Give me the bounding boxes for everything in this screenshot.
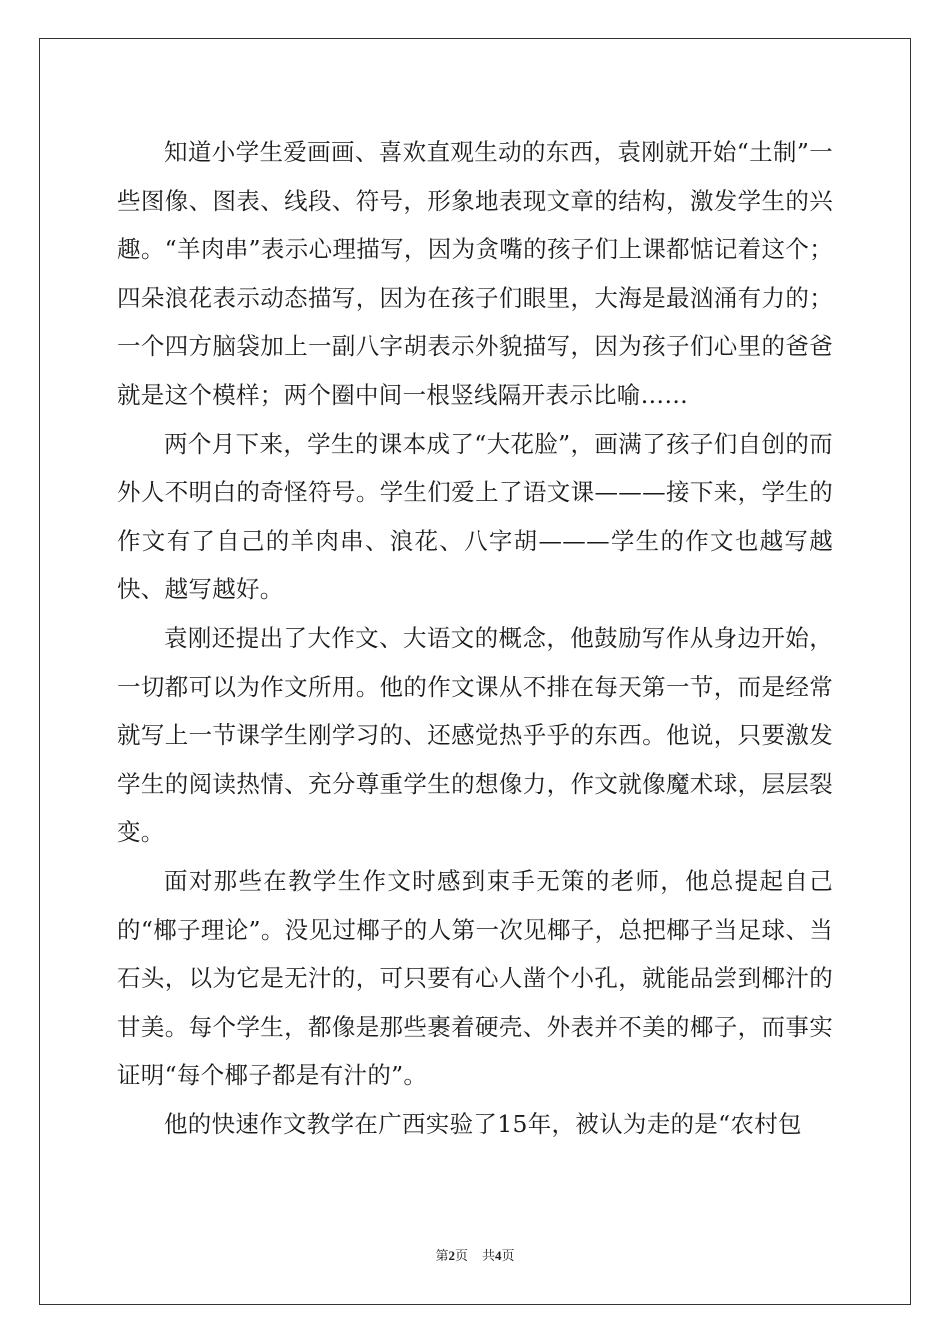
total-suffix: 页 [501,1249,515,1264]
paragraph-3: 袁刚还提出了大作文、大语文的概念，他鼓励写作从身边开始，一切都可以为作文所用。他的作文课从不排在每天第一节，而是经常就写上一节课学生刚学习的、还感觉热乎乎的东西。他说，只要激发学生的阅读热情、充分尊重学生的想像力，作文就像魔术球，层层裂变。 [117,623,833,847]
page-prefix: 第 [435,1249,449,1264]
page-total-number: 4 [495,1248,502,1263]
page-current-number: 2 [448,1248,455,1263]
document-body [117,128,833,1148]
paragraph-4: 面对那些在教学生作文时感到束手无策的老师，他总提起自己的“椰子理论”。没见过椰子的人第一次见椰子，总把椰子当足球、当石头，以为它是无汁的，可只要有心人凿个小孔，就能品尝到椰汁的甘美。每个学生，都像是那些裹着硬壳、外表并不美的椰子，而事实证明“每个椰子都是有汁的”。 [117,866,833,1090]
paragraph-1: 知道小学生爱画画、喜欢直观生动的东西，袁刚就开始“土制”一些图像、图表、线段、符号，形象地表现文章的结构，激发学生的兴趣。“羊肉串”表示心理描写，因为贪嘴的孩子们上课都惦记着这个；四朵浪花表示动态描写，因为在孩子们眼里，大海是最汹涌有力的；一个四方脑袋加上一副八字胡表示外貌描写，因为孩子们心里的爸爸就是这个模样；两个圈中间一根竖线隔开表示比喻…… [117,138,833,409]
page-suffix: 页 [454,1249,468,1264]
total-prefix: 共 [482,1249,496,1264]
paragraph-2: 两个月下来，学生的课本成了“大花脸”，画满了孩子们自创的而外人不明白的奇怪符号。学生们爱上了语文课———接下来，学生的作文有了自己的羊肉串、浪花、八字胡———学生的作文也越写越快、越写越好。 [117,429,833,604]
page-footer [0,1245,950,1264]
paragraph-5: 他的快速作文教学在广西实验了15年，被认为走的是“农村包 [164,1109,802,1138]
